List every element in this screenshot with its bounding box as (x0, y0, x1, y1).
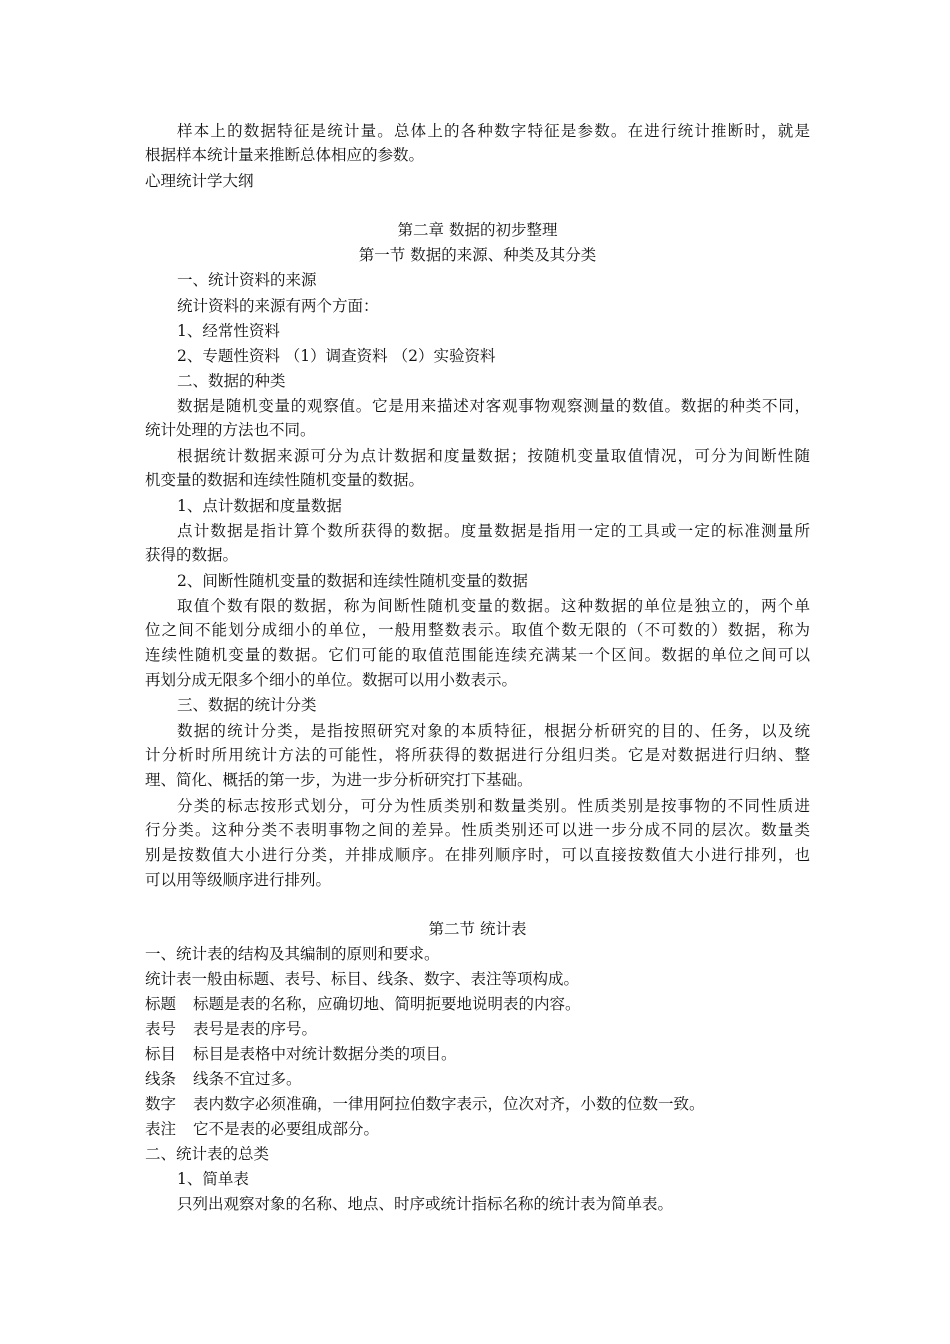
definition-item (145, 1119, 810, 1139)
definition-text: 表内数字必须准确，一律用阿拉伯数字表示，位次对齐，小数的位数一致。 (193, 1095, 705, 1113)
definition-term: 表号 (145, 1020, 177, 1038)
paragraph-line: 连续性随机变量的数据。它们可能的取值范围能连续充满某一个区间。数据的单位之间可以 (145, 646, 810, 664)
chapter-title: 第二章 数据的初步整理 (397, 221, 558, 239)
subheading: 1、简单表 (177, 1170, 249, 1188)
list-item: 2、专题性资料 （1）调查资料 （2）实验资料 (177, 347, 496, 365)
subheading: 2、间断性随机变量的数据和连续性随机变量的数据 (177, 572, 528, 590)
paragraph-line: 别是按数值大小进行分类，并排成顺序。在排列顺序时，可以直接按数值大小进行排列，也 (145, 846, 810, 864)
heading: 一、统计资料的来源 (177, 271, 317, 289)
definition-item (145, 1019, 810, 1039)
paragraph-line: 数据的统计分类，是指按照研究对象的本质特征，根据分析研究的目的、任务，以及统 (177, 722, 810, 740)
paragraph-line: 机变量的数据和连续性随机变量的数据。 (145, 471, 425, 489)
paragraph-line: 再划分成无限多个细小的单位。数据可以用小数表示。 (145, 671, 518, 689)
paragraph-line: 可以用等级顺序进行排列。 (145, 871, 332, 889)
definition-item (145, 994, 810, 1014)
definition-item (145, 1094, 810, 1114)
definition-text: 线条不宜过多。 (193, 1070, 302, 1088)
paragraph-line: 根据统计数据来源可分为点计数据和度量数据；按随机变量取值情况，可分为间断性随 (177, 447, 810, 465)
definition-text: 表号是表的序号。 (193, 1020, 318, 1038)
definition-item (145, 1069, 810, 1089)
paragraph-line: 行分类。这种分类不表明事物之间的差异。性质类别还可以进一步分成不同的层次。数量类 (145, 821, 810, 839)
definition-item (145, 1044, 810, 1064)
paragraph-line: 根据样本统计量来推断总体相应的参数。 (145, 146, 425, 164)
heading: 二、统计表的总类 (145, 1145, 270, 1163)
heading: 一、统计表的结构及其编制的原则和要求。 (145, 945, 440, 963)
paragraph-line: 位之间不能划分成细小的单位，一般用整数表示。取值个数无限的（不可数的）数据，称为 (145, 621, 810, 639)
definition-term: 标题 (145, 995, 177, 1013)
definition-term: 数字 (145, 1095, 177, 1113)
definition-text: 它不是表的必要组成部分。 (193, 1120, 380, 1138)
paragraph-line: 获得的数据。 (145, 546, 239, 564)
paragraph-line: 只列出观察对象的名称、地点、时序或统计指标名称的统计表为简单表。 (177, 1195, 674, 1213)
paragraph-line: 理、简化、概括的第一步，为进一步分析研究打下基础。 (145, 771, 533, 789)
paragraph-line: 计分析时所用统计方法的可能性，将所获得的数据进行分组归类。它是对数据进行归纳、整 (145, 746, 810, 764)
heading: 三、数据的统计分类 (177, 696, 317, 714)
paragraph-line: 取值个数有限的数据，称为间断性随机变量的数据。这种数据的单位是独立的，两个单 (177, 597, 810, 615)
paragraph-line: 统计处理的方法也不同。 (145, 421, 316, 439)
paragraph-line: 分类的标志按形式划分，可分为性质类别和数量类别。性质类别是按事物的不同性质进 (177, 797, 810, 815)
paragraph-line: 统计表一般由标题、表号、标目、线条、数字、表注等项构成。 (145, 970, 580, 988)
paragraph-line: 数据是随机变量的观察值。它是用来描述对客观事物观察测量的数值。数据的种类不同， (177, 397, 810, 415)
subheading: 1、点计数据和度量数据 (177, 497, 342, 515)
definition-term: 标目 (145, 1045, 177, 1063)
definition-text: 标题是表的名称，应确切地、简明扼要地说明表的内容。 (193, 995, 581, 1013)
definition-text: 标目是表格中对统计数据分类的项目。 (193, 1045, 457, 1063)
definition-term: 线条 (145, 1070, 177, 1088)
heading: 二、数据的种类 (177, 372, 286, 390)
section-title: 第二节 统计表 (428, 920, 527, 938)
section-title: 第一节 数据的来源、种类及其分类 (358, 246, 597, 264)
paragraph-line: 样本上的数据特征是统计量。总体上的各种数字特征是参数。在进行统计推断时，就是 (177, 122, 810, 140)
document-title: 心理统计学大纲 (145, 172, 254, 190)
paragraph-line: 点计数据是指计算个数所获得的数据。度量数据是指用一定的工具或一定的标准测量所 (177, 522, 810, 540)
list-item: 1、经常性资料 (177, 322, 280, 340)
definition-term: 表注 (145, 1120, 177, 1138)
paragraph-line: 统计资料的来源有两个方面： (177, 297, 379, 315)
